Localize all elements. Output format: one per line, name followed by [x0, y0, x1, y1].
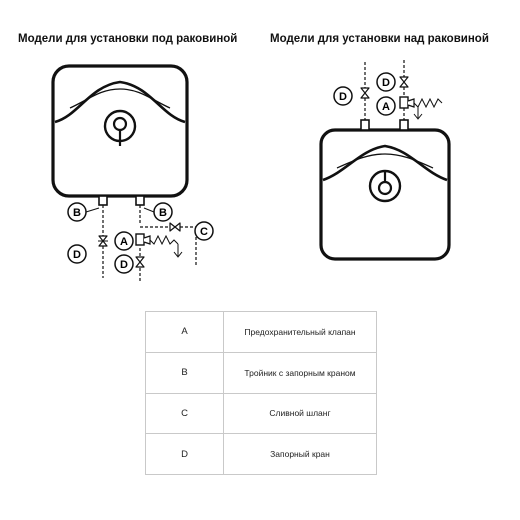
- under-sink-title: Модели для установки под раковиной: [18, 33, 238, 45]
- legend-code: D: [146, 434, 224, 475]
- marker-c-left: [195, 222, 213, 240]
- leader-line: [144, 208, 154, 212]
- safety-valve-icon: [136, 234, 150, 245]
- legend-code: A: [146, 312, 224, 353]
- under-sink-tee-valve-icon: [170, 223, 180, 231]
- over-sink-inlet-valve-icon: [400, 77, 408, 87]
- svg-text:D: D: [382, 77, 390, 89]
- svg-text:D: D: [120, 259, 128, 271]
- over-sink-diagram: [321, 60, 449, 259]
- svg-text:A: A: [120, 236, 128, 248]
- svg-text:D: D: [73, 249, 81, 261]
- marker-d-right-left: [334, 87, 352, 105]
- marker-d-left-lower: [115, 255, 133, 273]
- legend-description: Предохранительный клапан: [224, 312, 377, 353]
- legend-code: B: [146, 352, 224, 393]
- over-sink-inlet-connector: [400, 120, 408, 130]
- legend-description: Тройник с запорным краном: [224, 352, 377, 393]
- table-row: [146, 393, 377, 434]
- svg-text:C: C: [200, 226, 208, 238]
- over-sink-drain-hose-zigzag: [414, 99, 442, 107]
- over-sink-title: Модели для установки над раковиной: [270, 33, 489, 45]
- marker-d-right-top: [377, 73, 395, 91]
- over-sink-safety-valve-icon: [400, 97, 414, 120]
- over-sink-thermostat-icon: [370, 171, 400, 201]
- legend-code: C: [146, 393, 224, 434]
- table-row: [146, 312, 377, 353]
- svg-text:B: B: [159, 207, 167, 219]
- under-sink-inlet-valve-icon: [136, 257, 144, 267]
- under-sink-diagram: [53, 66, 213, 282]
- table-row: [146, 434, 377, 475]
- svg-text:A: A: [382, 101, 390, 113]
- marker-b-right: [154, 203, 172, 221]
- drain-hose-zigzag: [150, 236, 178, 244]
- legend-description: Сливной шланг: [224, 393, 377, 434]
- under-sink-inlet-connector: [136, 196, 144, 205]
- legend-table: [145, 311, 377, 475]
- over-sink-outlet-connector: [361, 120, 369, 130]
- under-sink-outlet-connector: [99, 196, 107, 205]
- marker-a-right: [377, 97, 395, 115]
- legend-description: Запорный кран: [224, 434, 377, 475]
- table-row: [146, 352, 377, 393]
- svg-text:D: D: [339, 91, 347, 103]
- leader-line: [86, 208, 99, 212]
- over-sink-outlet-valve-icon: [361, 88, 369, 98]
- marker-d-left: [68, 245, 86, 263]
- svg-text:B: B: [73, 207, 81, 219]
- marker-a-left: [115, 232, 133, 250]
- marker-b-left: [68, 203, 86, 221]
